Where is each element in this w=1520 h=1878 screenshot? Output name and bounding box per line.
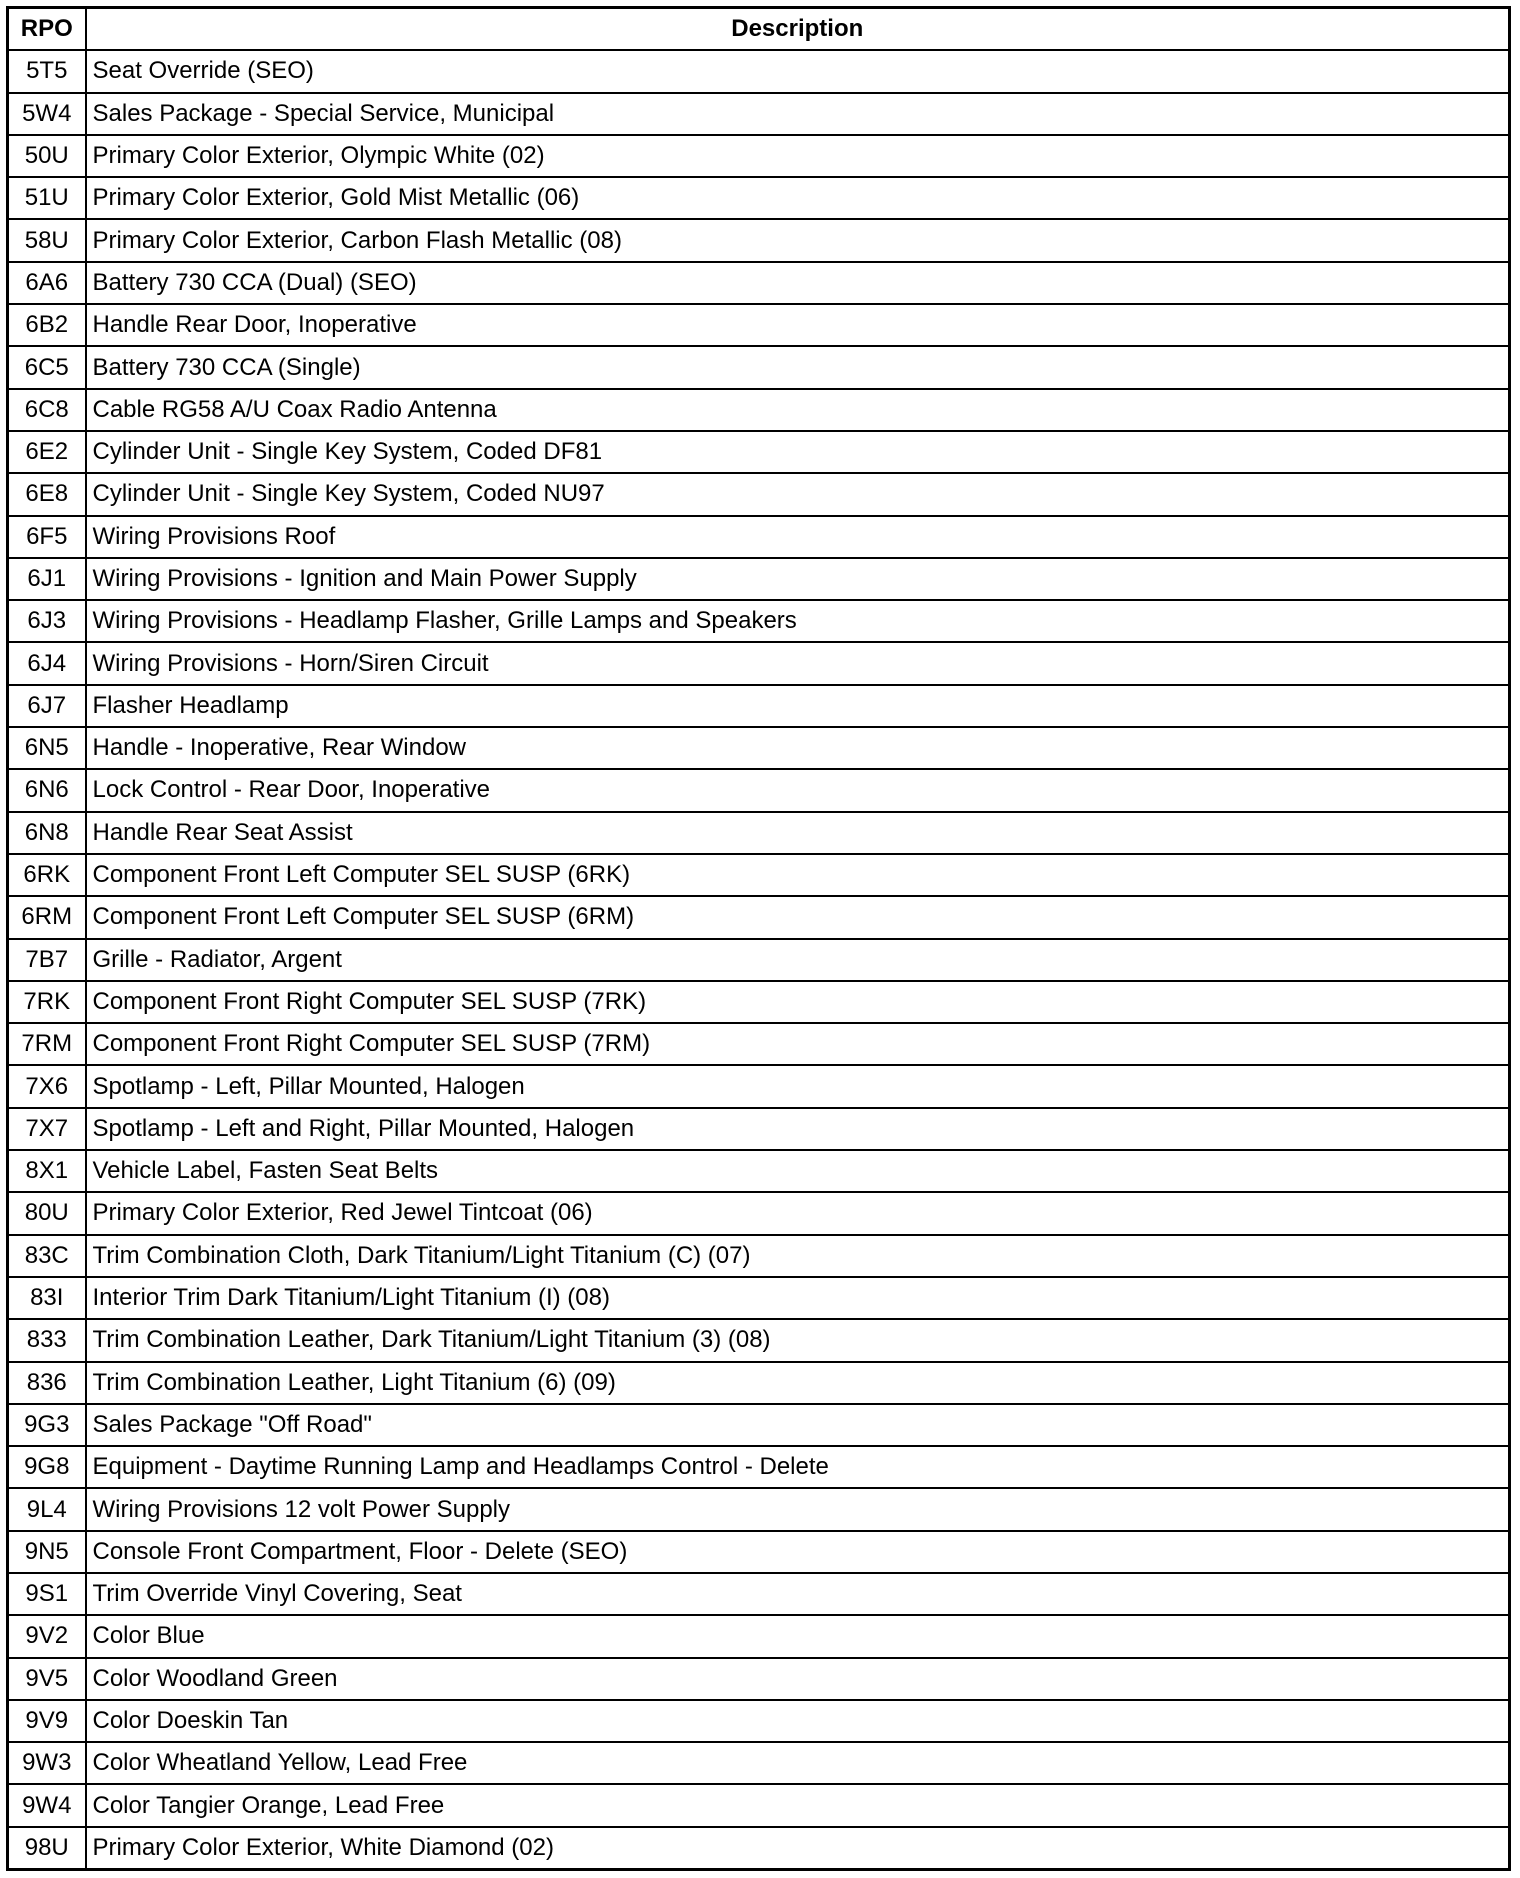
rpo-code-cell: 9V9 [8,1700,86,1742]
description-cell: Battery 730 CCA (Single) [86,346,1510,388]
table-row [8,1742,1510,1784]
rpo-code-cell: 6C8 [8,389,86,431]
rpo-code-cell: 6J3 [8,600,86,642]
table-row [8,1235,1510,1277]
table-row [8,1362,1510,1404]
rpo-code-cell: 6A6 [8,262,86,304]
rpo-code-cell: 6RM [8,896,86,938]
rpo-code-cell: 6J1 [8,558,86,600]
rpo-code-cell: 51U [8,177,86,219]
rpo-code-cell: 9W3 [8,1742,86,1784]
description-cell: Wiring Provisions 12 volt Power Supply [86,1488,1510,1530]
description-cell: Primary Color Exterior, Gold Mist Metallic (06) [86,177,1510,219]
rpo-code-cell: 7RK [8,981,86,1023]
column-header-rpo: RPO [8,8,86,51]
rpo-code-cell: 6J4 [8,642,86,684]
rpo-code-cell: 83C [8,1235,86,1277]
table-row [8,262,1510,304]
table-row [8,431,1510,473]
rpo-code-cell: 7X6 [8,1065,86,1107]
rpo-code-cell: 6RK [8,854,86,896]
table-row [8,1446,1510,1488]
description-cell: Handle Rear Seat Assist [86,812,1510,854]
description-cell: Primary Color Exterior, Red Jewel Tintcoat (06) [86,1192,1510,1234]
description-cell: Component Front Right Computer SEL SUSP (7RM) [86,1023,1510,1065]
description-cell: Equipment - Daytime Running Lamp and Headlamps Control - Delete [86,1446,1510,1488]
description-cell: Cable RG58 A/U Coax Radio Antenna [86,389,1510,431]
description-cell: Component Front Left Computer SEL SUSP (6RK) [86,854,1510,896]
description-cell: Grille - Radiator, Argent [86,939,1510,981]
rpo-code-cell: 6J7 [8,685,86,727]
description-cell: Flasher Headlamp [86,685,1510,727]
table-row [8,473,1510,515]
table-row [8,1658,1510,1700]
description-cell: Color Wheatland Yellow, Lead Free [86,1742,1510,1784]
description-cell: Spotlamp - Left, Pillar Mounted, Halogen [86,1065,1510,1107]
table-row [8,1615,1510,1657]
rpo-code-cell: 9V5 [8,1658,86,1700]
description-cell: Color Blue [86,1615,1510,1657]
description-cell: Color Woodland Green [86,1658,1510,1700]
rpo-code-cell: 5T5 [8,50,86,92]
description-cell: Battery 730 CCA (Dual) (SEO) [86,262,1510,304]
table-row [8,1108,1510,1150]
description-cell: Wiring Provisions - Horn/Siren Circuit [86,642,1510,684]
rpo-code-cell: 9G8 [8,1446,86,1488]
rpo-code-cell: 58U [8,219,86,261]
rpo-code-cell: 9W4 [8,1784,86,1826]
rpo-code-cell: 80U [8,1192,86,1234]
table-row [8,939,1510,981]
table-row [8,1573,1510,1615]
rpo-code-cell: 9V2 [8,1615,86,1657]
rpo-code-cell: 836 [8,1362,86,1404]
rpo-code-cell: 6N8 [8,812,86,854]
table-row [8,812,1510,854]
description-cell: Spotlamp - Left and Right, Pillar Mounted, Halogen [86,1108,1510,1150]
description-cell: Wiring Provisions - Ignition and Main Power Supply [86,558,1510,600]
rpo-code-cell: 9L4 [8,1488,86,1530]
description-cell: Trim Combination Cloth, Dark Titanium/Light Titanium (C) (07) [86,1235,1510,1277]
table-row [8,1488,1510,1530]
table-row [8,727,1510,769]
description-cell: Component Front Right Computer SEL SUSP (7RK) [86,981,1510,1023]
table-row [8,558,1510,600]
description-cell: Vehicle Label, Fasten Seat Belts [86,1150,1510,1192]
description-cell: Cylinder Unit - Single Key System, Coded DF81 [86,431,1510,473]
description-cell: Primary Color Exterior, Olympic White (02) [86,135,1510,177]
description-cell: Component Front Left Computer SEL SUSP (6RM) [86,896,1510,938]
table-row [8,219,1510,261]
description-cell: Wiring Provisions - Headlamp Flasher, Grille Lamps and Speakers [86,600,1510,642]
description-cell: Lock Control - Rear Door, Inoperative [86,769,1510,811]
rpo-table [6,6,1511,1871]
table-row [8,93,1510,135]
rpo-code-cell: 8X1 [8,1150,86,1192]
table-row [8,1192,1510,1234]
description-cell: Handle Rear Door, Inoperative [86,304,1510,346]
table-row [8,600,1510,642]
table-row [8,1700,1510,1742]
description-cell: Trim Override Vinyl Covering, Seat [86,1573,1510,1615]
rpo-table-container [6,6,1508,1871]
table-row [8,769,1510,811]
table-row [8,346,1510,388]
rpo-code-cell: 9N5 [8,1531,86,1573]
rpo-code-cell: 9G3 [8,1404,86,1446]
description-cell: Primary Color Exterior, Carbon Flash Metallic (08) [86,219,1510,261]
description-cell: Handle - Inoperative, Rear Window [86,727,1510,769]
description-cell: Color Tangier Orange, Lead Free [86,1784,1510,1826]
rpo-code-cell: 6C5 [8,346,86,388]
rpo-code-cell: 50U [8,135,86,177]
description-cell: Interior Trim Dark Titanium/Light Titanium (I) (08) [86,1277,1510,1319]
rpo-code-cell: 9S1 [8,1573,86,1615]
description-cell: Seat Override (SEO) [86,50,1510,92]
table-row [8,981,1510,1023]
table-body [8,50,1510,1869]
rpo-code-cell: 6N5 [8,727,86,769]
table-row [8,1784,1510,1826]
rpo-code-cell: 6F5 [8,516,86,558]
description-cell: Primary Color Exterior, White Diamond (02) [86,1827,1510,1870]
description-cell: Sales Package "Off Road" [86,1404,1510,1446]
table-row [8,1277,1510,1319]
description-cell: Console Front Compartment, Floor - Delete (SEO) [86,1531,1510,1573]
table-row [8,854,1510,896]
table-row [8,1150,1510,1192]
rpo-code-cell: 6E2 [8,431,86,473]
rpo-code-cell: 7B7 [8,939,86,981]
table-row [8,304,1510,346]
table-row [8,1065,1510,1107]
table-row [8,516,1510,558]
rpo-code-cell: 7X7 [8,1108,86,1150]
description-cell: Trim Combination Leather, Dark Titanium/Light Titanium (3) (08) [86,1319,1510,1361]
table-row [8,896,1510,938]
rpo-code-cell: 5W4 [8,93,86,135]
description-cell: Trim Combination Leather, Light Titanium (6) (09) [86,1362,1510,1404]
rpo-code-cell: 98U [8,1827,86,1870]
description-cell: Cylinder Unit - Single Key System, Coded NU97 [86,473,1510,515]
table-row [8,1319,1510,1361]
table-header-row [8,8,1510,51]
column-header-description: Description [86,8,1510,51]
description-cell: Color Doeskin Tan [86,1700,1510,1742]
table-row [8,1404,1510,1446]
rpo-code-cell: 6E8 [8,473,86,515]
description-cell: Wiring Provisions Roof [86,516,1510,558]
table-row [8,50,1510,92]
table-row [8,642,1510,684]
table-row [8,135,1510,177]
rpo-code-cell: 7RM [8,1023,86,1065]
rpo-code-cell: 83I [8,1277,86,1319]
table-row [8,177,1510,219]
table-row [8,1827,1510,1870]
table-row [8,389,1510,431]
rpo-code-cell: 6N6 [8,769,86,811]
table-row [8,1531,1510,1573]
rpo-code-cell: 833 [8,1319,86,1361]
rpo-code-cell: 6B2 [8,304,86,346]
description-cell: Sales Package - Special Service, Municipal [86,93,1510,135]
table-row [8,1023,1510,1065]
table-row [8,685,1510,727]
